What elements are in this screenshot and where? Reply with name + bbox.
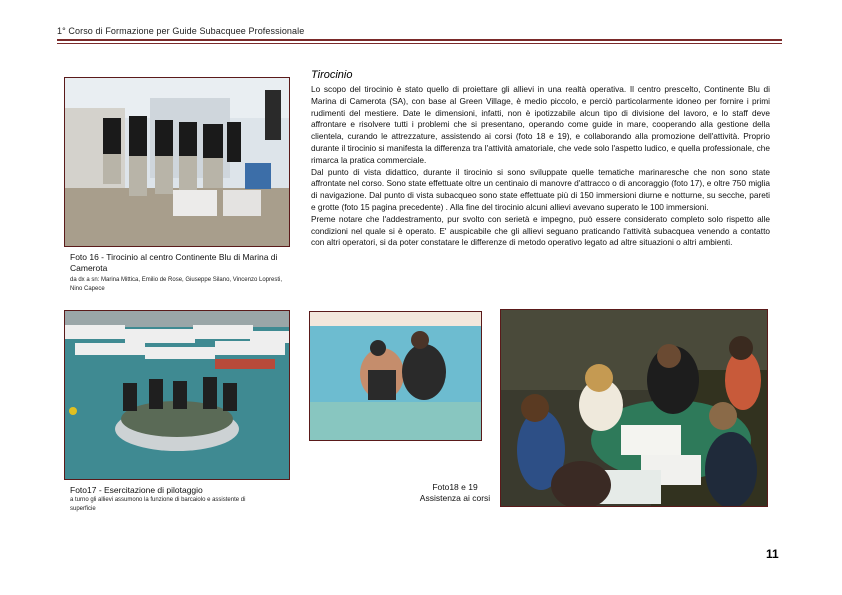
photo-16-caption: Foto 16 - Tirocinio al centro Continente Blu di Marina di Camerota [70, 252, 278, 273]
photo-19-image [500, 309, 768, 507]
photo-16-credits: da dx a sn: Marina Mittica, Emilio de Rose, Giuseppe Silano, Vincenzo Lopresti, Nino Capece [70, 277, 282, 292]
header-rule-thin [57, 43, 782, 44]
section-title: Tirocinio [311, 69, 353, 81]
body-paragraph-3: Preme notare che l'addestramento, pur svolto con serietà e impegno, può essere considerato completo solo rispetto alle condizioni nel quale si è operato. E' auspicabile che gli allievi seguano praticando l'attività subacquea venendo a contatto con altri operatori, si da poter constatare le differenze di metodo operativo legato ad altre situazioni o altri ambienti. [311, 213, 770, 248]
photo-16-image [64, 77, 290, 247]
photo-18-19-caption-line1: Foto18 e 19 [432, 482, 478, 492]
page-number: 11 [766, 547, 779, 561]
body-paragraph-2: Dal punto di vista didattico, durante il tirocinio si sono sviluppate quelle tematiche marinaresche che non sono state affrontate nel corso. Sono state effettuate oltre un centinaio di manovre d'attracco o di ancoraggio (foto 17), e oltre 750 miglia di navigazione. Dal punto di vista subacqueo sono state effettuate più di 150 immersioni diurne e notturne, su secche, pareti e grotte (foto 15 pagina precedente) . Alla fine del tirocinio alcuni allievi avevano superato le 100 immersioni. [311, 166, 770, 212]
photo-18-19-caption-line2: Assistenza ai corsi [419, 493, 491, 503]
photo-17-image [64, 310, 290, 480]
body-paragraph-1: Lo scopo del tirocinio è stato quello di proiettare gli allievi in una realtà operativa. Il centro prescelto, Continente Blu di Marina di Camerota (SA), con base al Green Village, è medio piccolo, e perciò particolarmente idoneo per fornire i primi rudimenti del mestiere. Date le dimensioni, infatti, non è ipotizzabile alcun tipo di divisione del lavoro, e lo staff deve affrontare e risolvere tutti i problemi che si presentano, operando come guide in mare, cooperando alla gestione della clientela, curando le attrezzature, assistendo ai corsi (foto 18 e 19), e collaborando alla promozione dell'attività. Proprio durante il tirocinio si manifesta la differenza tra l'attività amatoriale, che vede solo l'aspetto ludico, e quella professionale, che rimarca la pratica commerciale. [311, 84, 770, 165]
header-rule [57, 39, 782, 41]
header-title: 1° Corso di Formazione per Guide Subacquee Professionale [57, 26, 305, 36]
photo-17-credits: a turno gli allievi assumono la funzione di barcaiolo e assistente di superficie [70, 497, 246, 512]
photo-17-caption: Foto17 - Esercitazione di pilotaggio [70, 485, 203, 495]
photo-18-image [309, 311, 482, 441]
body-text [311, 84, 770, 249]
